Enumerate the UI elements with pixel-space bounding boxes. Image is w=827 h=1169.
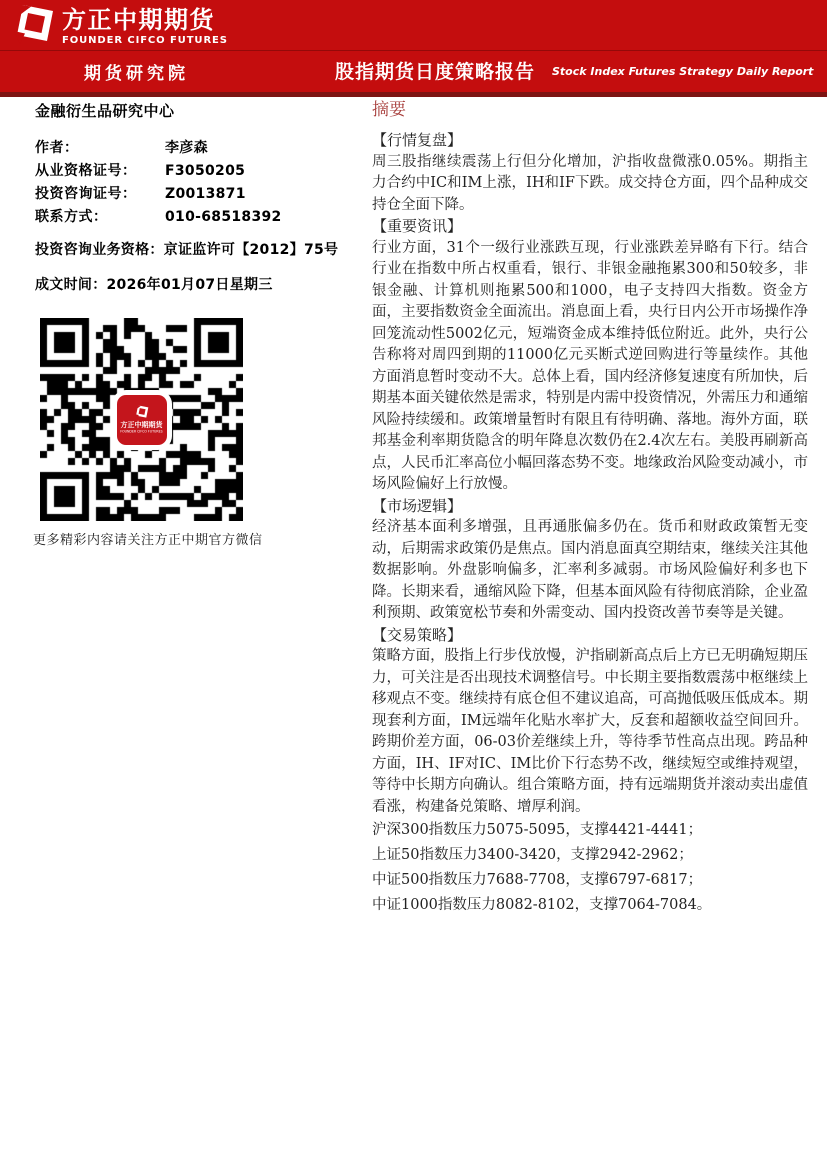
- header-band: [0, 0, 827, 97]
- index-levels: [372, 820, 808, 917]
- report-title-zh: 股指期货日度策略报告: [335, 61, 536, 83]
- field-label: 从业资格证号：: [35, 163, 137, 179]
- date-line: 成文时间：2026年01月07日星期三: [35, 277, 273, 293]
- summary-title: 摘要: [372, 100, 406, 120]
- section-heading-trading-strategy: 【交易策略】: [372, 625, 463, 644]
- field-row-practice-cert: [35, 160, 355, 183]
- report-title-en: Stock Index Futures Strategy Daily Report: [552, 65, 814, 78]
- section-heading-market-review: 【行情复盘】: [372, 131, 463, 149]
- qualification-line: 投资咨询业务资格：京证监许可【2012】75号: [35, 242, 339, 258]
- research-center-name: 金融衍生品研究中心: [35, 102, 175, 120]
- summary-panel: [372, 100, 808, 920]
- section-body-market-logic: 经济基本面利多增强，且再通胀偏多仍在。货币和财政政策暂无变动，后期需求政策仍是焦点。国内消息面真空期结束，继续关注其他数据影响。外盘影响偏多，汇率利多减弱。市场风险偏好利多也下降。长期来看，通缩风险下降，但基本面风险有待彻底消除，企业盈利预期、政策宽松节奏和外需变动、国内投资改善节奏等是关键。: [372, 519, 808, 621]
- institute-name: 期货研究院: [84, 64, 189, 84]
- qr-center-badge: [117, 395, 167, 445]
- author-panel: [35, 102, 355, 295]
- level-line-csi1000: 中证1000指数压力8082-8102，支撑7064-7084。: [372, 897, 712, 913]
- field-value: F3050205: [165, 163, 246, 179]
- field-value: 李彦森: [165, 140, 208, 156]
- company-logo: [11, 4, 228, 48]
- qr-badge-zh-text: 方正中期期货: [120, 421, 163, 429]
- field-value: 010-68518392: [165, 209, 282, 225]
- field-label: 联系方式：: [35, 209, 108, 225]
- level-line-sse50: 上证50指数压力3400-3420，支撑2942-2962；: [372, 847, 693, 863]
- founder-logo-icon: [11, 4, 55, 48]
- field-label: 作者：: [35, 140, 79, 156]
- founder-logo-icon: [134, 405, 149, 420]
- logo-zh-text: 方正中期期货: [62, 6, 215, 34]
- qr-badge-en-text: FOUNDER CIFCO FUTURES: [120, 429, 163, 434]
- field-label: 投资咨询证号：: [35, 186, 137, 202]
- header-subrow: [0, 50, 827, 93]
- field-row-consult-cert: [35, 183, 355, 206]
- level-line-hs300: 沪深300指数压力5075-5095，支撑4421-4441；: [372, 822, 703, 838]
- section-body-trading-strategy: 策略方面，股指上行步伐放慢，沪指刷新高点后上方已无明确短期压力，可关注是否出现技术调整信号。中长期主要指数震荡中枢继续上移观点不变。继续持有底仓但不建议追高，可高抛低吸压低成本。期现套利方面，IM远端年化贴水率扩大，反套和超额收益空间回升。跨期价差方面，06-03价差继续上升，等待季节性高点出现。跨品种方面，IH、IF对IC、IM比价下行态势不改，继续短空或维持观望，等待中长期方向确认。组合策略方面，持有远端期货并滚动卖出虚值看涨，构建备兑策略、增厚利润。: [372, 648, 808, 815]
- section-heading-market-logic: 【市场逻辑】: [372, 496, 463, 515]
- field-row-author: [35, 137, 355, 160]
- qr-caption: 更多精彩内容请关注方正中期官方微信: [33, 533, 263, 548]
- logo-en-text: FOUNDER CIFCO FUTURES: [62, 35, 228, 46]
- section-heading-important-news: 【重要资讯】: [372, 217, 463, 235]
- section-body-important-news: 行业方面，31个一级行业涨跌互现，行业涨跌差异略有下行。结合行业在指数中所占权重看，银行、非银金融拖累300和50较多，非银金融、计算机则拖累500和1000，电子支持四大指数。资金方面，主要指数资金全面流出。消息面上看，央行日内公开市场操作净回笼流动性5002亿元，短端资金成本维持低位附近。此外，央行公告称将对周四到期的11000亿元买断式逆回购进行等量续作。其他方面消息暂时变动不大。总体上看，国内经济修复速度有所加快，后期基本面关键依然是需求，特别是内需中投资情况，外需压力和通缩风险持续缓和。政策增量暂时有限且有待明确、落地。海外方面，联邦基金利率期货隐含的明年降息次数仍在2.4次左右。美股再刷新高点，人民币汇率高位小幅回落态势不变。地缘政治风险变动减小，市场风险偏好上行放慢。: [372, 239, 808, 492]
- section-body-market-review: 周三股指继续震荡上行但分化增加，沪指收盘微涨0.05%。期指主力合约中IC和IM上涨，IH和IF下跌。成交持仓方面，四个品种成交持仓全面下降。: [372, 153, 808, 213]
- qr-code-block: [40, 318, 243, 521]
- field-row-contact: [35, 206, 355, 229]
- logo-text-block: [62, 7, 228, 46]
- field-value: Z0013871: [165, 186, 246, 202]
- level-line-csi500: 中证500指数压力7688-7708，支撑6797-6817；: [372, 872, 703, 888]
- author-fields: [35, 137, 355, 229]
